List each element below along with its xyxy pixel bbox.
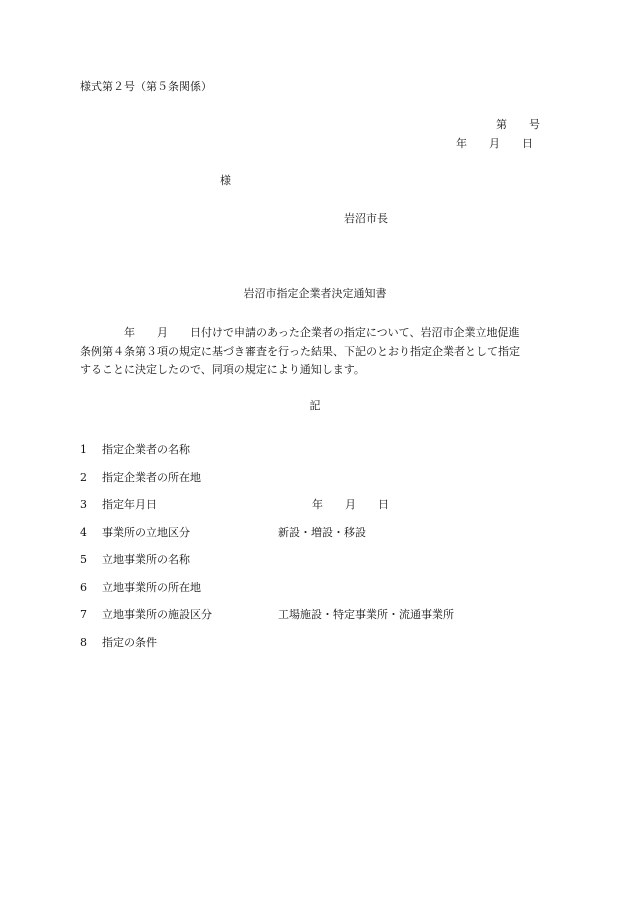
item-number: 8: [80, 635, 87, 649]
list-item: [80, 608, 550, 636]
item-number: 3: [80, 498, 87, 511]
list-item: [80, 553, 550, 581]
list-item: [80, 443, 550, 471]
list-item: [80, 636, 550, 664]
ki-heading: 記: [309, 399, 321, 412]
item-label: 指定企業者の所在地: [102, 470, 201, 484]
list-item: [80, 498, 550, 526]
item-label: 立地事業所の名称: [102, 553, 190, 566]
item-value: 年 月 日: [312, 498, 389, 511]
item-list: [80, 443, 550, 663]
document-number: 第 号: [496, 118, 540, 131]
item-number: 1: [80, 443, 87, 456]
item-number: 4: [80, 525, 87, 539]
item-label: 立地事業所の所在地: [102, 580, 201, 594]
item-label: 指定年月日: [102, 498, 157, 511]
item-number: 5: [80, 553, 87, 566]
item-label: 事業所の立地区分: [102, 525, 190, 539]
document-date: 年 月 日: [456, 137, 533, 150]
document-title: 岩沼市指定企業者決定通知書: [243, 287, 387, 300]
item-number: 6: [80, 580, 87, 594]
sender-name: 岩沼市長: [344, 212, 388, 225]
item-number: 7: [80, 608, 87, 621]
form-number: 様式第２号（第５条関係）: [80, 80, 212, 93]
body-line: 年 月 日付けで申請のあった企業者の指定について、岩沼市企業立地促進: [80, 326, 520, 339]
item-value: 新設・増設・移設: [278, 525, 366, 539]
body-paragraph: [80, 324, 550, 380]
list-item: [80, 526, 550, 554]
item-value: 工場施設・特定事業所・流通事業所: [278, 608, 454, 621]
item-label: 指定企業者の名称: [102, 443, 190, 456]
addressee-suffix: 様: [220, 174, 231, 187]
list-item: [80, 581, 550, 609]
item-label: 指定の条件: [102, 635, 157, 649]
item-number: 2: [80, 470, 87, 484]
list-item: [80, 471, 550, 499]
body-line: することに決定したので、同項の規定により通知します。: [80, 363, 365, 376]
item-label: 立地事業所の施設区分: [102, 608, 212, 621]
body-line: 条例第４条第３項の規定に基づき審査を行った結果、下記のとおり指定企業者として指定: [80, 344, 520, 358]
